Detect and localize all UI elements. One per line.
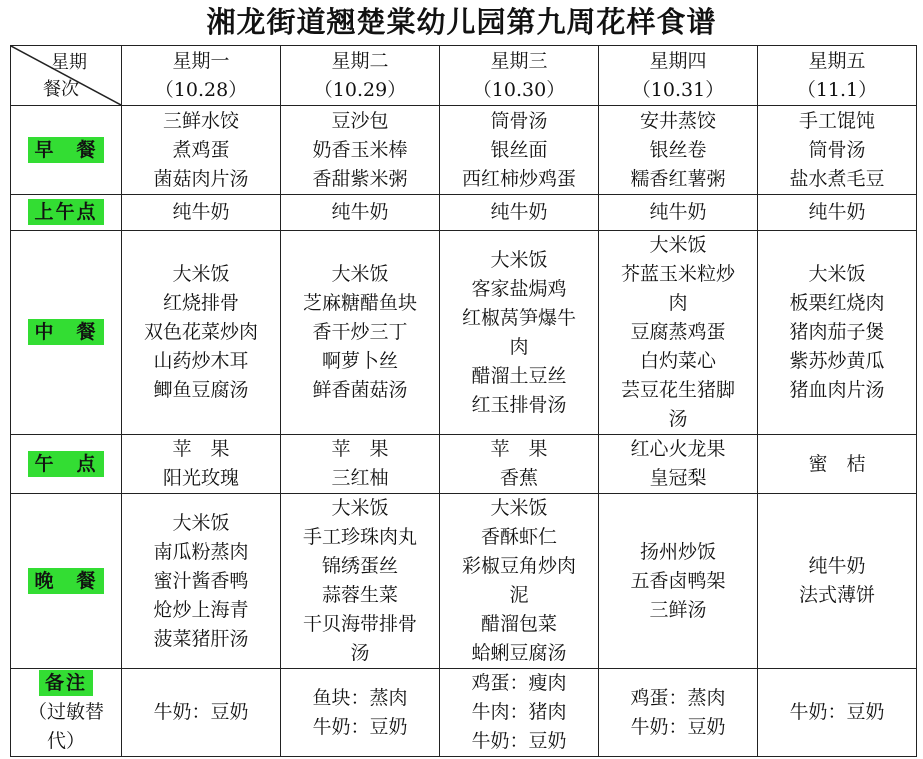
dish-line: 纯牛奶: [649, 201, 707, 223]
dish-line: 皇冠梨: [649, 467, 707, 489]
dish-line: 鲜香菌菇汤: [312, 379, 408, 401]
dish-line: 芸豆花生猪脚: [620, 379, 735, 401]
meal-label-afternoon-snack: 午 点: [28, 451, 103, 477]
dish-line: 牛奶：豆奶: [630, 715, 726, 738]
dish-line: 肉: [668, 292, 688, 314]
dish-line: 盐水煮毛豆: [789, 167, 885, 190]
menu-cell: [122, 231, 281, 435]
menu-table: [10, 45, 917, 757]
dish-line: 蜜 桔: [808, 452, 866, 475]
dish-line: 鲫鱼豆腐汤: [153, 379, 249, 401]
menu-cell: [281, 669, 440, 757]
dish-line: 白灼菜心: [639, 350, 716, 372]
dish-line: 糯香红薯粥: [630, 167, 726, 190]
day-name: 星期五: [808, 49, 866, 72]
dish-line: 阳光玫瑰: [162, 467, 239, 489]
row-notes: [11, 669, 917, 757]
dish-line: 西红柿炒鸡蛋: [461, 167, 576, 190]
day-header-wed: [440, 46, 599, 106]
dish-line: 锦绣蛋丝: [321, 555, 398, 577]
dish-line: 大米饭: [172, 511, 230, 534]
row-dinner: [11, 494, 917, 669]
dish-line: 筒骨汤: [490, 109, 548, 132]
dish-line: 苹 果: [331, 438, 389, 460]
dish-line: 鱼块：蒸肉: [312, 686, 408, 709]
day-date: （10.31）: [631, 78, 725, 101]
menu-cell: [281, 494, 440, 669]
dish-line: 芝麻糖醋鱼块: [302, 292, 417, 314]
dish-line: 蒜蓉生菜: [321, 584, 398, 606]
dish-line: 三鲜汤: [649, 598, 707, 621]
dish-line: 香蕉: [499, 467, 538, 489]
menu-cell: [281, 231, 440, 435]
dish-line: 双色花菜炒肉: [143, 321, 258, 343]
meal-label-cell: [11, 435, 122, 494]
dish-line: 大米饭: [331, 263, 389, 285]
dish-line: 纯牛奶: [808, 555, 866, 577]
menu-cell: [599, 494, 758, 669]
dish-line: 炝炒上海青: [153, 598, 249, 621]
corner-cell: [11, 46, 122, 106]
meal-label-cell: [11, 494, 122, 669]
dish-line: 大米饭: [649, 234, 707, 256]
dish-line: 红玉排骨汤: [471, 393, 567, 416]
corner-weekday-label: 星期: [51, 52, 87, 73]
dish-line: 紫苏炒黄瓜: [789, 350, 885, 372]
menu-cell: [122, 106, 281, 195]
menu-cell: [122, 435, 281, 494]
dish-line: 彩椒豆角炒肉: [461, 555, 576, 577]
dish-line: 煮鸡蛋: [172, 138, 230, 161]
day-name: 星期一: [172, 49, 230, 72]
menu-cell: [440, 231, 599, 435]
day-name: 星期三: [490, 49, 548, 72]
dish-line: 汤: [350, 642, 370, 664]
menu-cell: [440, 435, 599, 494]
dish-line: 板栗红烧肉: [789, 292, 885, 314]
notes-sub-label: （过敏替: [27, 701, 104, 723]
menu-cell: [281, 195, 440, 231]
menu-cell: [599, 435, 758, 494]
menu-cell: [758, 106, 917, 195]
dish-line: 牛奶：豆奶: [153, 701, 249, 723]
dish-line: 手工珍珠肉丸: [302, 526, 417, 548]
dish-line: 菠菜猪肝汤: [153, 627, 249, 650]
dish-line: 三红柚: [331, 467, 389, 489]
meal-label-cell: [11, 195, 122, 231]
day-header-mon: [122, 46, 281, 106]
dish-line: 大米饭: [172, 263, 230, 285]
menu-cell: [758, 669, 917, 757]
dish-line: 大米饭: [808, 263, 866, 285]
row-lunch: [11, 231, 917, 435]
menu-cell: [440, 669, 599, 757]
dish-line: 苹 果: [490, 438, 548, 460]
dish-line: 纯牛奶: [490, 201, 548, 223]
corner-meal-label: 餐次: [43, 79, 79, 100]
dish-line: 菌菇肉片汤: [153, 167, 249, 190]
menu-cell: [440, 494, 599, 669]
dish-line: 香甜紫米粥: [312, 167, 408, 190]
dish-line: 三鲜水饺: [162, 109, 239, 132]
dish-line: 芥蓝玉米粒炒: [620, 263, 735, 285]
dish-line: 啊萝卜丝: [321, 350, 398, 372]
meal-label-notes: 备注: [39, 670, 93, 696]
header-row: [11, 46, 917, 106]
menu-cell: [758, 435, 917, 494]
meal-label-dinner: 晚 餐: [28, 568, 103, 594]
dish-line: 苹 果: [172, 438, 230, 460]
dish-line: 纯牛奶: [172, 201, 230, 223]
dish-line: 大米饭: [490, 497, 548, 519]
meal-label-breakfast: 早 餐: [28, 137, 103, 163]
dish-line: 汤: [668, 408, 688, 430]
menu-cell: [599, 231, 758, 435]
dish-line: 筒骨汤: [808, 138, 866, 161]
menu-cell: [758, 195, 917, 231]
dish-line: 红椒莴笋爆牛: [461, 306, 576, 329]
dish-line: 奶香玉米棒: [312, 138, 408, 161]
day-name: 星期二: [331, 49, 389, 72]
menu-cell: [281, 435, 440, 494]
menu-cell: [758, 494, 917, 669]
dish-line: 蜜汁酱香鸭: [153, 569, 249, 592]
day-header-fri: [758, 46, 917, 106]
day-date: （10.28）: [154, 78, 248, 101]
dish-line: 纯牛奶: [808, 201, 866, 223]
dish-line: 银丝卷: [649, 138, 707, 161]
dish-line: 大米饭: [331, 497, 389, 519]
dish-line: 干贝海带排骨: [302, 613, 417, 635]
dish-line: 猪肉茄子煲: [789, 321, 885, 343]
dish-line: 法式薄饼: [798, 584, 875, 606]
dish-line: 南瓜粉蒸肉: [153, 540, 249, 563]
menu-cell: [122, 669, 281, 757]
meal-label-cell: [11, 231, 122, 435]
dish-line: 肉: [509, 335, 529, 358]
dish-line: 豆腐蒸鸡蛋: [630, 321, 726, 343]
dish-line: 山药炒木耳: [153, 350, 249, 372]
dish-line: 大米饭: [490, 248, 548, 271]
menu-cell: [281, 106, 440, 195]
page-title: 湘龙街道翘楚棠幼儿园第九周花样食谱: [206, 5, 717, 39]
dish-line: 客家盐焗鸡: [471, 277, 567, 300]
meal-label-morning-snack: 上午点: [28, 199, 103, 225]
dish-line: 牛奶：豆奶: [312, 715, 408, 738]
meal-label-lunch: 中 餐: [28, 319, 103, 345]
meal-label-cell: [11, 106, 122, 195]
day-header-thu: [599, 46, 758, 106]
dish-line: 银丝面: [490, 138, 548, 161]
dish-line: 鸡蛋：蒸肉: [630, 686, 726, 709]
menu-cell: [122, 494, 281, 669]
meal-label-cell: [11, 669, 122, 757]
day-date: （11.1）: [796, 78, 878, 101]
dish-line: 五香卤鸭架: [630, 569, 726, 592]
menu-cell: [440, 106, 599, 195]
menu-cell: [122, 195, 281, 231]
dish-line: 蛤蜊豆腐汤: [471, 642, 567, 664]
menu-cell: [599, 195, 758, 231]
dish-line: 红烧排骨: [162, 292, 239, 314]
menu-cell: [599, 669, 758, 757]
day-date: （10.29）: [313, 78, 407, 101]
menu-cell: [440, 195, 599, 231]
dish-line: 泥: [509, 584, 529, 606]
day-date: （10.30）: [472, 78, 566, 101]
dish-line: 手工馄饨: [798, 109, 875, 132]
dish-line: 牛肉：猪肉: [471, 701, 567, 723]
row-morning-snack: [11, 195, 917, 231]
dish-line: 扬州炒饭: [639, 540, 716, 563]
day-header-tue: [281, 46, 440, 106]
notes-sub-label: 代）: [46, 730, 85, 752]
dish-line: 猪血肉片汤: [789, 379, 885, 401]
dish-line: 鸡蛋：瘦肉: [471, 672, 567, 694]
menu-cell: [599, 106, 758, 195]
dish-line: 纯牛奶: [331, 201, 389, 223]
dish-line: 牛奶：豆奶: [789, 701, 885, 723]
dish-line: 香酥虾仁: [480, 526, 557, 548]
dish-line: 牛奶：豆奶: [471, 730, 567, 752]
dish-line: 豆沙包: [331, 109, 389, 132]
day-name: 星期四: [649, 49, 707, 72]
dish-line: 安井蒸饺: [639, 109, 716, 132]
menu-cell: [758, 231, 917, 435]
dish-line: 醋溜土豆丝: [471, 364, 567, 387]
row-breakfast: [11, 106, 917, 195]
dish-line: 红心火龙果: [630, 438, 726, 460]
dish-line: 香干炒三丁: [312, 321, 408, 343]
row-afternoon-snack: [11, 435, 917, 494]
dish-line: 醋溜包菜: [480, 613, 557, 635]
